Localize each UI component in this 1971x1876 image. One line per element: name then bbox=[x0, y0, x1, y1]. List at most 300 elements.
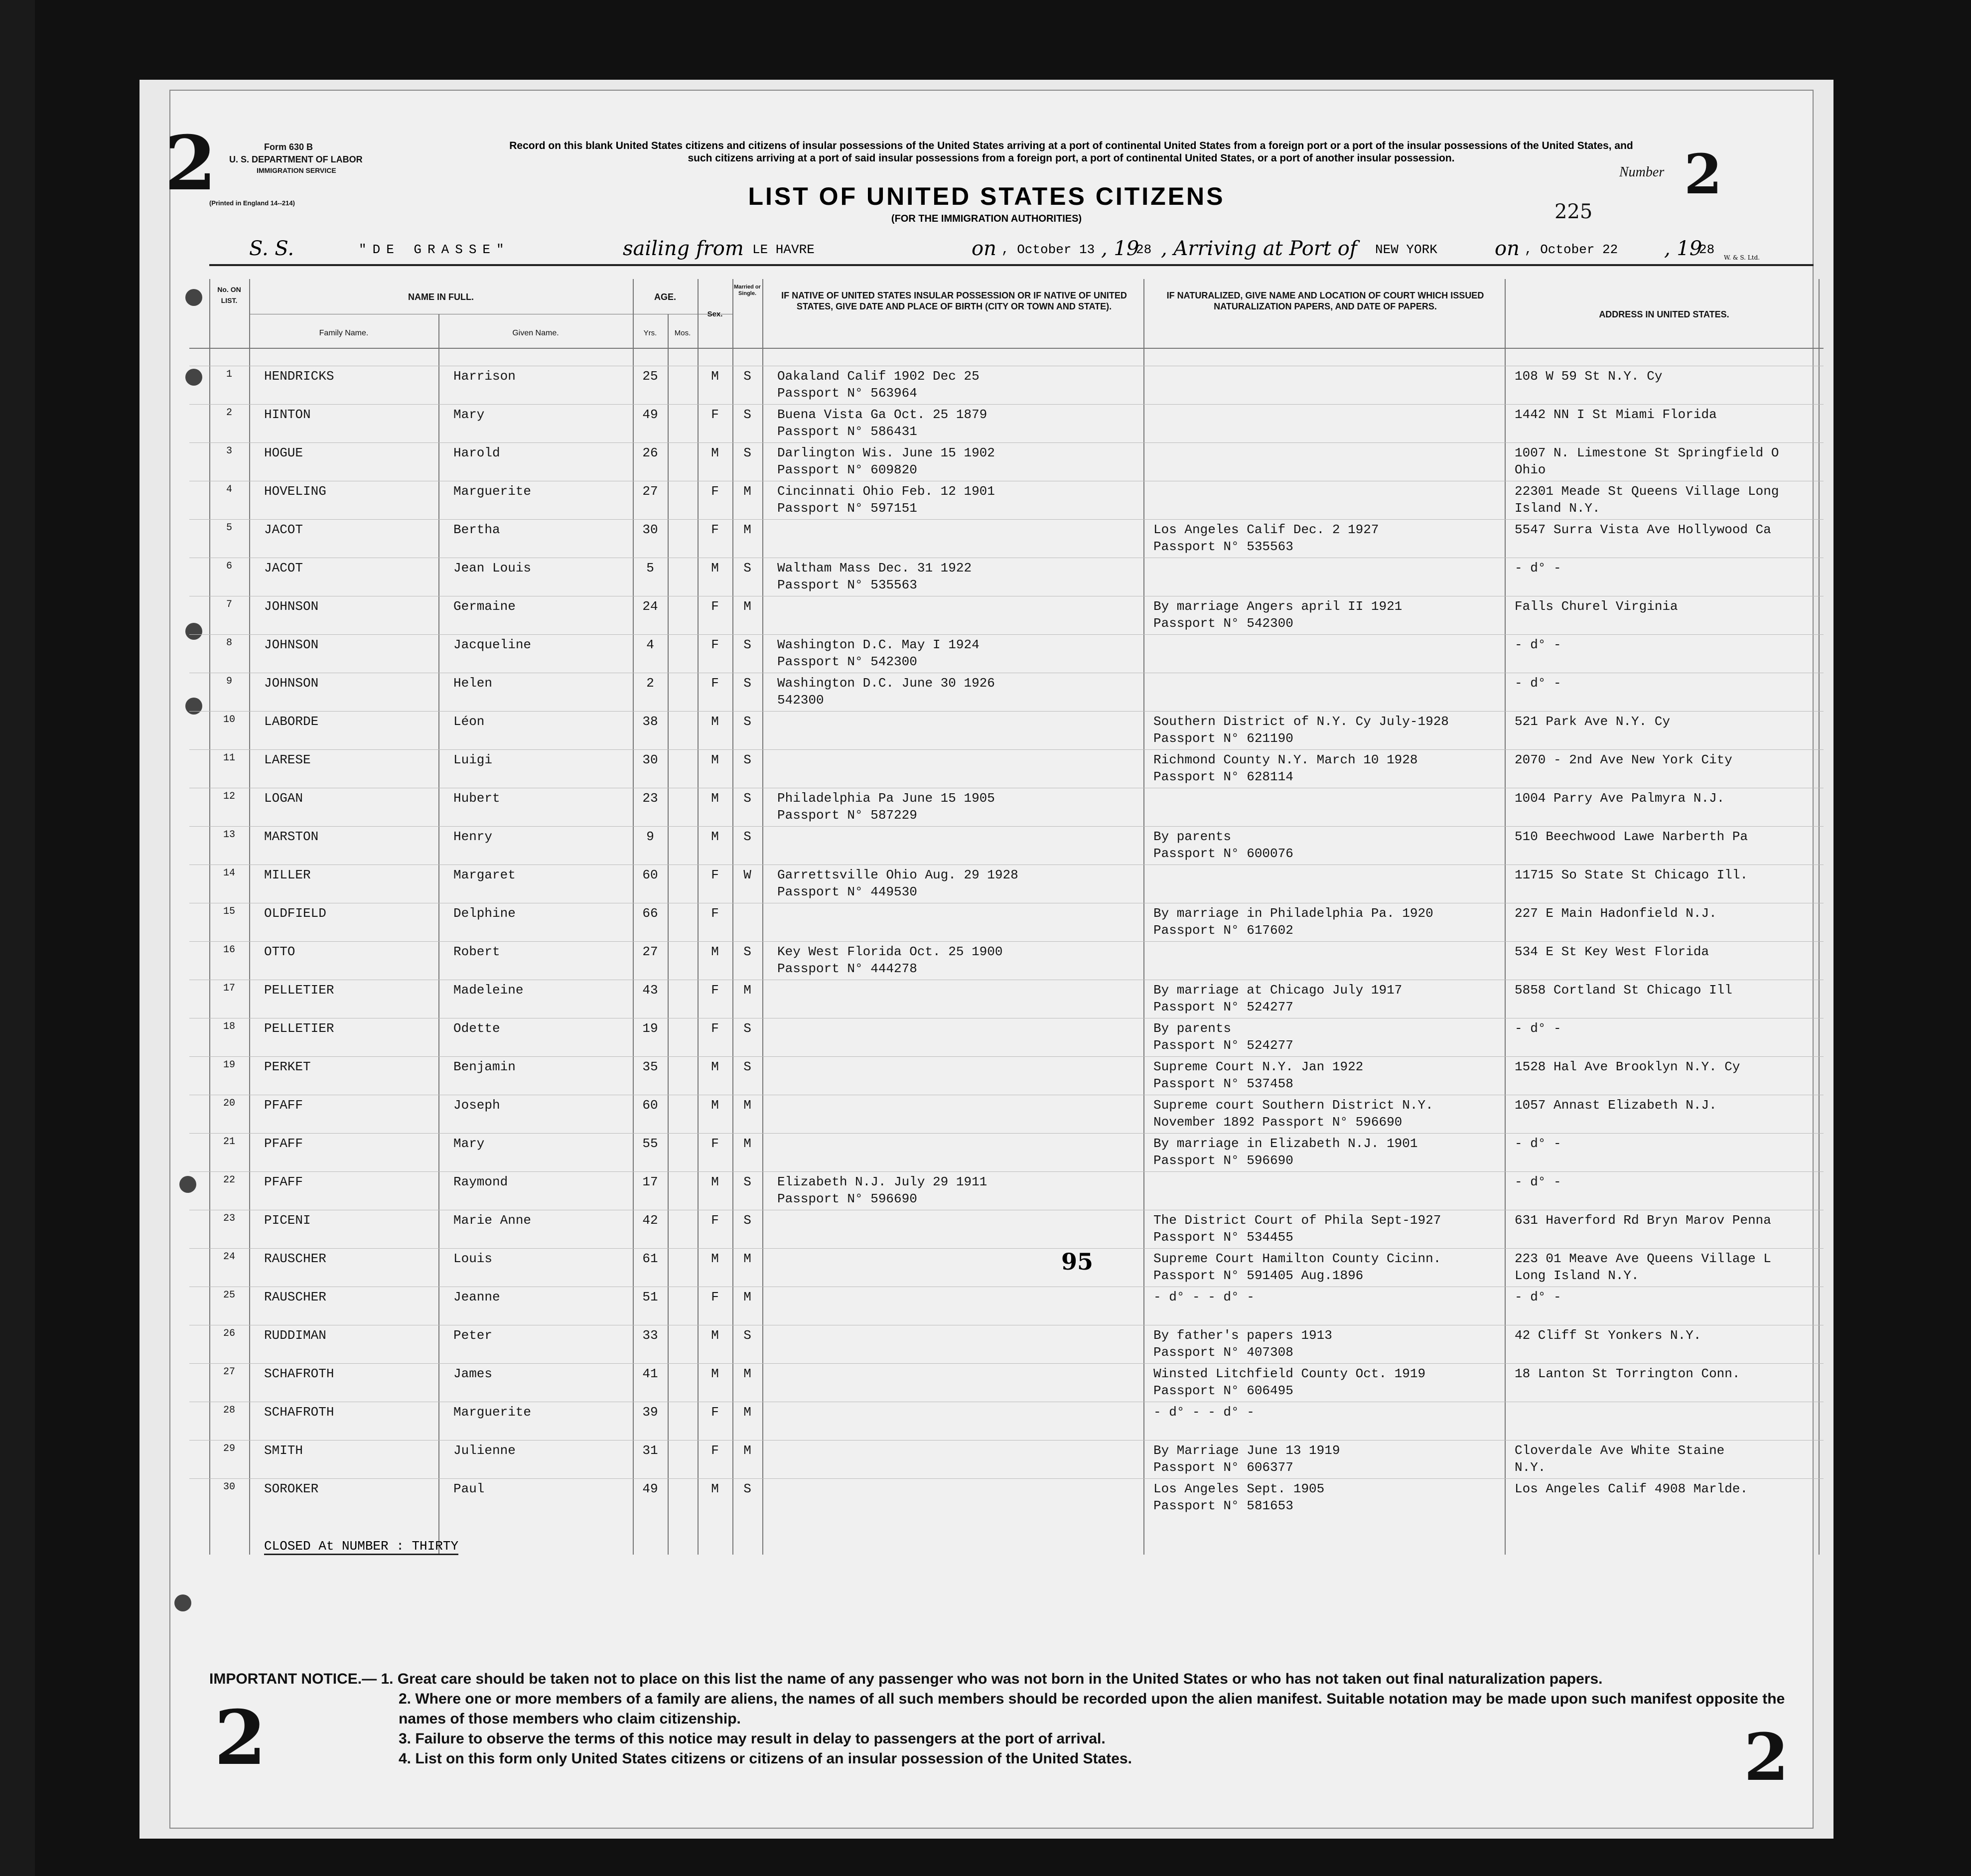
cell-ms: M bbox=[743, 1405, 751, 1420]
col-age: AGE. bbox=[654, 292, 676, 302]
cell-sex: M bbox=[711, 445, 719, 460]
sailing-label: sailing from bbox=[623, 237, 744, 260]
cell-no: 17 bbox=[223, 983, 235, 994]
cell-family: SCHAFROTH bbox=[264, 1405, 334, 1420]
cell-age: 60 bbox=[642, 1098, 658, 1113]
cell-addr1: 5858 Cortland St Chicago Ill bbox=[1515, 983, 1732, 998]
cell-ms: M bbox=[743, 1443, 751, 1458]
cell-nat2: Passport N° 606495 bbox=[1153, 1383, 1293, 1398]
cell-addr1: 510 Beechwood Lawe Narberth Pa bbox=[1515, 829, 1748, 844]
cell-family: HOVELING bbox=[264, 484, 326, 499]
cell-family: PFAFF bbox=[264, 1098, 303, 1113]
cell-ms: S bbox=[743, 944, 751, 959]
cell-family: SOROKER bbox=[264, 1481, 319, 1496]
cell-birth2: Passport N° 586431 bbox=[777, 424, 917, 439]
cell-ms: M bbox=[743, 599, 751, 614]
ss-label: S. S. bbox=[249, 237, 294, 260]
cell-sex: F bbox=[711, 676, 719, 691]
cell-age: 51 bbox=[642, 1290, 658, 1304]
col-sex: Sex. bbox=[707, 310, 723, 318]
cell-age: 5 bbox=[646, 561, 654, 576]
cell-addr1: Cloverdale Ave White Staine bbox=[1515, 1443, 1725, 1458]
col-mos: Mos. bbox=[674, 329, 691, 337]
arrival-year: 28 bbox=[1699, 242, 1715, 257]
closed-at-number: CLOSED At NUMBER : THIRTY bbox=[264, 1539, 458, 1555]
cell-family: OLDFIELD bbox=[264, 906, 326, 921]
printer-mark: W. & S. Ltd. bbox=[1724, 254, 1760, 261]
cell-given: Louis bbox=[453, 1251, 493, 1266]
cell-nat1: - d° - - d° - bbox=[1153, 1290, 1255, 1304]
cell-no: 3 bbox=[226, 445, 232, 457]
cell-ms: S bbox=[743, 1328, 751, 1343]
cell-given: Henry bbox=[453, 829, 493, 844]
cell-birth2: Passport N° 449530 bbox=[777, 884, 917, 899]
cell-given: Jeanne bbox=[453, 1290, 500, 1304]
col-address: ADDRESS IN UNITED STATES. bbox=[1599, 309, 1729, 319]
cell-age: 2 bbox=[646, 676, 654, 691]
table-row bbox=[189, 599, 1824, 637]
cell-addr1: 5547 Surra Vista Ave Hollywood Ca bbox=[1515, 522, 1771, 537]
page-title: LIST OF UNITED STATES CITIZENS bbox=[748, 182, 1225, 210]
table-row bbox=[189, 1059, 1824, 1097]
cell-sex: F bbox=[711, 1021, 719, 1036]
cell-sex: M bbox=[711, 1174, 719, 1189]
on-label: on bbox=[972, 237, 996, 260]
cell-sex: M bbox=[711, 1098, 719, 1113]
table-row bbox=[189, 1481, 1824, 1519]
row-rule bbox=[189, 519, 1824, 520]
col-name-full: NAME IN FULL. bbox=[408, 292, 474, 302]
cell-sex: M bbox=[711, 714, 719, 729]
cell-nat1: By marriage Angers april II 1921 bbox=[1153, 599, 1403, 614]
departure-date: , October 13 bbox=[1001, 242, 1095, 257]
cell-sex: M bbox=[711, 1251, 719, 1266]
arrival-port: NEW YORK bbox=[1375, 242, 1437, 257]
table-row bbox=[189, 1021, 1824, 1059]
notice-heading: IMPORTANT NOTICE.— bbox=[209, 1671, 377, 1687]
cell-nat2: Passport N° 591405 Aug.1896 bbox=[1153, 1268, 1364, 1283]
cell-ms: S bbox=[743, 1213, 751, 1228]
number-label: Number bbox=[1619, 164, 1665, 180]
cell-given: Léon bbox=[453, 714, 485, 729]
cell-birth1: Cincinnati Ohio Feb. 12 1901 bbox=[777, 484, 995, 499]
cell-nat2: Passport N° 535563 bbox=[1153, 539, 1293, 554]
cell-age: 61 bbox=[642, 1251, 658, 1266]
cell-addr1: - d° - bbox=[1515, 676, 1561, 691]
cell-age: 42 bbox=[642, 1213, 658, 1228]
cell-addr1: 2070 - 2nd Ave New York City bbox=[1515, 752, 1732, 767]
table-row bbox=[189, 791, 1824, 829]
scan-border-left bbox=[0, 0, 35, 1876]
cell-age: 24 bbox=[642, 599, 658, 614]
cell-given: Luigi bbox=[453, 752, 493, 767]
departure-year: 28 bbox=[1136, 242, 1152, 257]
cell-age: 55 bbox=[642, 1136, 658, 1151]
cell-birth1: Washington D.C. June 30 1926 bbox=[777, 676, 995, 691]
voyage-line bbox=[209, 234, 1814, 266]
table-row bbox=[189, 867, 1824, 905]
cell-age: 66 bbox=[642, 906, 658, 921]
cell-age: 49 bbox=[642, 1481, 658, 1496]
cell-age: 27 bbox=[642, 944, 658, 959]
cell-nat1: Los Angeles Calif Dec. 2 1927 bbox=[1153, 522, 1379, 537]
departure-port: LE HAVRE bbox=[752, 242, 815, 257]
cell-sex: F bbox=[711, 867, 719, 882]
cell-age: 9 bbox=[646, 829, 654, 844]
cell-addr2: N.Y. bbox=[1515, 1460, 1546, 1475]
cell-ms: S bbox=[743, 791, 751, 806]
table-row bbox=[189, 445, 1824, 483]
cell-ms: M bbox=[743, 1098, 751, 1113]
cell-given: Bertha bbox=[453, 522, 500, 537]
cell-no: 5 bbox=[226, 522, 232, 534]
cell-age: 25 bbox=[642, 369, 658, 384]
cell-nat2: Passport N° 600076 bbox=[1153, 846, 1293, 861]
cell-no: 26 bbox=[223, 1328, 235, 1339]
cell-no: 20 bbox=[223, 1098, 235, 1109]
cell-age: 30 bbox=[642, 522, 658, 537]
cell-no: 15 bbox=[223, 906, 235, 917]
cell-age: 27 bbox=[642, 484, 658, 499]
cell-family: LARESE bbox=[264, 752, 311, 767]
cell-addr2: Island N.Y. bbox=[1515, 501, 1600, 516]
cell-nat1: Supreme Court N.Y. Jan 1922 bbox=[1153, 1059, 1364, 1074]
cell-given: Peter bbox=[453, 1328, 493, 1343]
cell-birth2: Passport N° 587229 bbox=[777, 808, 917, 823]
cell-given: Mary bbox=[453, 1136, 485, 1151]
cell-ms: W bbox=[743, 867, 751, 882]
sheet-number-right: 2 bbox=[1684, 142, 1722, 206]
table-row bbox=[189, 676, 1824, 714]
table-row bbox=[189, 1328, 1824, 1366]
cell-no: 18 bbox=[223, 1021, 235, 1032]
cell-family: HOGUE bbox=[264, 445, 303, 460]
cell-given: Harrison bbox=[453, 369, 516, 384]
cell-family: PELLETIER bbox=[264, 1021, 334, 1036]
cell-birth1: Darlington Wis. June 15 1902 bbox=[777, 445, 995, 460]
cell-nat1: - d° - - d° - bbox=[1153, 1405, 1255, 1420]
table-row bbox=[189, 522, 1824, 560]
cell-no: 7 bbox=[226, 599, 232, 610]
cell-nat2: Passport N° 524277 bbox=[1153, 1000, 1293, 1014]
cell-nat1: By marriage in Philadelphia Pa. 1920 bbox=[1153, 906, 1433, 921]
cell-sex: M bbox=[711, 1366, 719, 1381]
cell-addr1: 1004 Parry Ave Palmyra N.J. bbox=[1515, 791, 1725, 806]
cell-nat2: Passport N° 606377 bbox=[1153, 1460, 1293, 1475]
cell-nat1: Los Angeles Sept. 1905 bbox=[1153, 1481, 1325, 1496]
cell-given: Madeleine bbox=[453, 983, 524, 998]
cell-nat1: By marriage at Chicago July 1917 bbox=[1153, 983, 1403, 998]
col-family: Family Name. bbox=[319, 329, 369, 337]
cell-no: 9 bbox=[226, 676, 232, 687]
cell-birth1: Oakaland Calif 1902 Dec 25 bbox=[777, 369, 980, 384]
notice-3: 3. Failure to observe the terms of this notice may result in delay to passengers at the port of arrival. bbox=[399, 1731, 1106, 1747]
cell-sex: F bbox=[711, 1213, 719, 1228]
cell-given: Joseph bbox=[453, 1098, 500, 1113]
cell-family: LOGAN bbox=[264, 791, 303, 806]
cell-no: 6 bbox=[226, 561, 232, 572]
table-row bbox=[189, 906, 1824, 944]
cell-given: Benjamin bbox=[453, 1059, 516, 1074]
cell-addr1: 223 01 Meave Ave Queens Village L bbox=[1515, 1251, 1771, 1266]
cell-given: Hubert bbox=[453, 791, 500, 806]
table-row bbox=[189, 829, 1824, 867]
cell-ms: M bbox=[743, 1251, 751, 1266]
cell-age: 38 bbox=[642, 714, 658, 729]
notice-4: 4. List on this form only United States citizens or citizens of an insular possession of the United States. bbox=[399, 1750, 1132, 1767]
cell-addr1: 1528 Hal Ave Brooklyn N.Y. Cy bbox=[1515, 1059, 1740, 1074]
header-rule bbox=[189, 348, 1824, 349]
year-prefix-2: , 19 bbox=[1664, 237, 1702, 260]
cell-ms: S bbox=[743, 445, 751, 460]
cell-birth2: Passport N° 609820 bbox=[777, 462, 917, 477]
cell-addr1: 108 W 59 St N.Y. Cy bbox=[1515, 369, 1663, 384]
cell-family: JACOT bbox=[264, 522, 303, 537]
cell-given: Jacqueline bbox=[453, 637, 532, 652]
cell-birth1: Philadelphia Pa June 15 1905 bbox=[777, 791, 995, 806]
row-rule bbox=[189, 749, 1824, 750]
cell-age: 19 bbox=[642, 1021, 658, 1036]
table-row bbox=[189, 1290, 1824, 1327]
cell-sex: M bbox=[711, 369, 719, 384]
cell-ms: M bbox=[743, 983, 751, 998]
cell-addr1: 1442 NN I St Miami Florida bbox=[1515, 407, 1717, 422]
cell-sex: F bbox=[711, 522, 719, 537]
cell-no: 13 bbox=[223, 829, 235, 841]
cell-nat1: By parents bbox=[1153, 829, 1232, 844]
cell-family: PFAFF bbox=[264, 1174, 303, 1189]
cell-nat1: Supreme Court Hamilton County Cicinn. bbox=[1153, 1251, 1441, 1266]
cell-no: 30 bbox=[223, 1481, 235, 1493]
cell-no: 29 bbox=[223, 1443, 235, 1454]
year-prefix: , 19 bbox=[1101, 237, 1139, 260]
cell-sex: F bbox=[711, 983, 719, 998]
table-row bbox=[189, 637, 1824, 675]
cell-addr1: - d° - bbox=[1515, 637, 1561, 652]
cell-ms: M bbox=[743, 484, 751, 499]
cell-family: RAUSCHER bbox=[264, 1290, 326, 1304]
cell-ms: S bbox=[743, 1059, 751, 1074]
table-row bbox=[189, 1098, 1824, 1136]
cell-no: 10 bbox=[223, 714, 235, 725]
cell-sex: F bbox=[711, 484, 719, 499]
cell-age: 33 bbox=[642, 1328, 658, 1343]
department: U. S. DEPARTMENT OF LABOR bbox=[229, 154, 363, 164]
cell-addr1: 22301 Meade St Queens Village Long bbox=[1515, 484, 1779, 499]
cell-addr1: 1007 N. Limestone St Springfield O bbox=[1515, 445, 1779, 460]
table-row bbox=[189, 1251, 1824, 1289]
cell-sex: F bbox=[711, 1290, 719, 1304]
cell-birth1: Washington D.C. May I 1924 bbox=[777, 637, 980, 652]
cell-family: SCHAFROTH bbox=[264, 1366, 334, 1381]
cell-family: PELLETIER bbox=[264, 983, 334, 998]
cell-addr1: 18 Lanton St Torrington Conn. bbox=[1515, 1366, 1740, 1381]
cell-given: Mary bbox=[453, 407, 485, 422]
sheet-serial: 225 bbox=[1554, 200, 1593, 223]
page-subtitle: (FOR THE IMMIGRATION AUTHORITIES) bbox=[891, 213, 1082, 224]
cell-nat2: Passport N° 537458 bbox=[1153, 1076, 1293, 1091]
printed-note: (Printed in England 14--214) bbox=[209, 199, 295, 207]
cell-age: 31 bbox=[642, 1443, 658, 1458]
cell-sex: F bbox=[711, 1136, 719, 1151]
cell-nat1: By father's papers 1913 bbox=[1153, 1328, 1332, 1343]
cell-family: MILLER bbox=[264, 867, 311, 882]
cell-addr1: - d° - bbox=[1515, 1290, 1561, 1304]
cell-given: Paul bbox=[453, 1481, 485, 1496]
notice-2: 2. Where one or more members of a family are aliens, the names of all such members should be recorded upon the alien manifest. Suitable notation may be made upon such manifest opposite the names of those members who claim citizenship. bbox=[399, 1691, 1785, 1727]
cell-age: 60 bbox=[642, 867, 658, 882]
cell-sex: F bbox=[711, 1443, 719, 1458]
cell-family: HENDRICKS bbox=[264, 369, 334, 384]
cell-addr1: 631 Haverford Rd Bryn Marov Penna bbox=[1515, 1213, 1771, 1228]
col-given: Given Name. bbox=[512, 329, 559, 337]
cell-ms: S bbox=[743, 714, 751, 729]
cell-sex: M bbox=[711, 944, 719, 959]
cell-birth1: Buena Vista Ga Oct. 25 1879 bbox=[777, 407, 987, 422]
cell-given: Jean Louis bbox=[453, 561, 532, 576]
cell-sex: M bbox=[711, 561, 719, 576]
table-row bbox=[189, 944, 1824, 982]
cell-given: Harold bbox=[453, 445, 500, 460]
cell-sex: M bbox=[711, 752, 719, 767]
table-row bbox=[189, 1174, 1824, 1212]
cell-ms: S bbox=[743, 1481, 751, 1496]
table-row bbox=[189, 407, 1824, 445]
cell-age: 39 bbox=[642, 1405, 658, 1420]
row-rule bbox=[189, 1478, 1824, 1479]
cell-sex: F bbox=[711, 407, 719, 422]
on-label-2: on bbox=[1495, 237, 1520, 260]
row-rule bbox=[189, 826, 1824, 827]
cell-birth2: Passport N° 535563 bbox=[777, 577, 917, 592]
row-rule bbox=[189, 1363, 1824, 1364]
cell-ms: S bbox=[743, 637, 751, 652]
cell-birth1: Elizabeth N.J. July 29 1911 bbox=[777, 1174, 987, 1189]
cell-age: 17 bbox=[642, 1174, 658, 1189]
notice-1: 1. Great care should be taken not to place on this list the name of any passenger who was not born in the United States or who has not taken out final naturalization papers. bbox=[381, 1671, 1603, 1687]
cell-no: 21 bbox=[223, 1136, 235, 1148]
cell-ms: S bbox=[743, 676, 751, 691]
cell-sex: M bbox=[711, 1328, 719, 1343]
cell-given: Helen bbox=[453, 676, 493, 691]
table-row bbox=[189, 1136, 1824, 1174]
cell-addr1: - d° - bbox=[1515, 1174, 1561, 1189]
passenger-table bbox=[189, 279, 1824, 1555]
row-rule bbox=[189, 404, 1824, 405]
row-rule bbox=[189, 1171, 1824, 1172]
row-rule bbox=[189, 1133, 1824, 1134]
cell-birth1: Waltham Mass Dec. 31 1922 bbox=[777, 561, 972, 576]
arrival-date: , October 22 bbox=[1525, 242, 1618, 257]
col-naturalized: IF NATURALIZED, GIVE NAME AND LOCATION OF COURT WHICH ISSUED NATURALIZATION PAPERS, AND DATE OF PAPERS. bbox=[1166, 290, 1484, 311]
cell-no: 12 bbox=[223, 791, 235, 802]
cell-no: 19 bbox=[223, 1059, 235, 1071]
ship-name: "DE GRASSE" bbox=[359, 242, 510, 257]
cell-age: 49 bbox=[642, 407, 658, 422]
cell-given: Germaine bbox=[453, 599, 516, 614]
col-native: IF NATIVE OF UNITED STATES INSULAR POSSESSION OR IF NATIVE OF UNITED STATES, GIVE DATE AND PLACE OF BIRTH (CITY OR TOWN AND STATE). bbox=[781, 290, 1127, 311]
cell-birth2: Passport N° 542300 bbox=[777, 654, 917, 669]
cell-sex: M bbox=[711, 1481, 719, 1496]
cell-no: 23 bbox=[223, 1213, 235, 1224]
cell-ms: S bbox=[743, 561, 751, 576]
cell-no: 25 bbox=[223, 1290, 235, 1301]
cell-nat2: Passport N° 628114 bbox=[1153, 769, 1293, 784]
cell-family: MARSTON bbox=[264, 829, 319, 844]
cell-ms: M bbox=[743, 1366, 751, 1381]
header-notice: Record on this blank United States citizens and citizens of insular possessions of the United States arriving at a port of continental United States from a foreign port or a port of the insular possessions of the United States, and such citizens arriving at a port of said insular possessions from a foreign port, a port of continental United States, or a port of another insular possession. bbox=[509, 140, 1633, 164]
cell-family: RUDDIMAN bbox=[264, 1328, 326, 1343]
cell-birth2: 542300 bbox=[777, 693, 824, 708]
cell-no: 27 bbox=[223, 1366, 235, 1378]
cell-family: JOHNSON bbox=[264, 637, 319, 652]
table-row bbox=[189, 1213, 1824, 1251]
cell-nat2: Passport N° 407308 bbox=[1153, 1345, 1293, 1360]
table-row bbox=[189, 983, 1824, 1020]
cell-no: 1 bbox=[226, 369, 232, 380]
table-row bbox=[189, 484, 1824, 522]
cell-given: Julienne bbox=[453, 1443, 516, 1458]
cell-given: Raymond bbox=[453, 1174, 508, 1189]
cell-sex: M bbox=[711, 1059, 719, 1074]
cell-ms: M bbox=[743, 1136, 751, 1151]
cell-age: 30 bbox=[642, 752, 658, 767]
cell-ms: S bbox=[743, 407, 751, 422]
table-row bbox=[189, 369, 1824, 407]
cell-no: 16 bbox=[223, 944, 235, 956]
cell-sex: F bbox=[711, 599, 719, 614]
cell-addr2: Ohio bbox=[1515, 462, 1546, 477]
service: IMMIGRATION SERVICE bbox=[257, 166, 336, 174]
cell-nat2: Passport N° 524277 bbox=[1153, 1038, 1293, 1053]
cell-family: JOHNSON bbox=[264, 676, 319, 691]
cell-no: 24 bbox=[223, 1251, 235, 1263]
cell-no: 14 bbox=[223, 867, 235, 879]
form-number: Form 630 B bbox=[264, 142, 313, 152]
cell-birth1: Key West Florida Oct. 25 1900 bbox=[777, 944, 1003, 959]
cell-nat2: Passport N° 534455 bbox=[1153, 1230, 1293, 1245]
cell-addr2: Long Island N.Y. bbox=[1515, 1268, 1639, 1283]
cell-addr1: - d° - bbox=[1515, 1136, 1561, 1151]
cell-nat1: By marriage in Elizabeth N.J. 1901 bbox=[1153, 1136, 1418, 1151]
cell-no: 22 bbox=[223, 1174, 235, 1186]
table-row bbox=[189, 1405, 1824, 1443]
cell-nat1: Supreme court Southern District N.Y. bbox=[1153, 1098, 1433, 1113]
cell-birth2: Passport N° 444278 bbox=[777, 961, 917, 976]
cell-birth2: Passport N° 596690 bbox=[777, 1191, 917, 1206]
cell-addr1: - d° - bbox=[1515, 1021, 1561, 1036]
cell-nat1: Richmond County N.Y. March 10 1928 bbox=[1153, 752, 1418, 767]
cell-birth2: Passport N° 563964 bbox=[777, 386, 917, 401]
cell-age: 23 bbox=[642, 791, 658, 806]
cell-age: 26 bbox=[642, 445, 658, 460]
cell-nat2: November 1892 Passport N° 596690 bbox=[1153, 1115, 1403, 1130]
cell-nat2: Passport N° 617602 bbox=[1153, 923, 1293, 938]
cell-age: 4 bbox=[646, 637, 654, 652]
cell-family: PICENI bbox=[264, 1213, 311, 1228]
cell-addr1: - d° - bbox=[1515, 561, 1561, 576]
cell-addr1: 42 Cliff St Yonkers N.Y. bbox=[1515, 1328, 1701, 1343]
cell-sex: F bbox=[711, 637, 719, 652]
cell-no: 8 bbox=[226, 637, 232, 649]
cell-sex: M bbox=[711, 829, 719, 844]
cell-addr1: 521 Park Ave N.Y. Cy bbox=[1515, 714, 1671, 729]
cell-no: 4 bbox=[226, 484, 232, 495]
cell-sex: M bbox=[711, 791, 719, 806]
table-row bbox=[189, 1366, 1824, 1404]
table-row bbox=[189, 1443, 1824, 1481]
cell-nat1: By Marriage June 13 1919 bbox=[1153, 1443, 1340, 1458]
